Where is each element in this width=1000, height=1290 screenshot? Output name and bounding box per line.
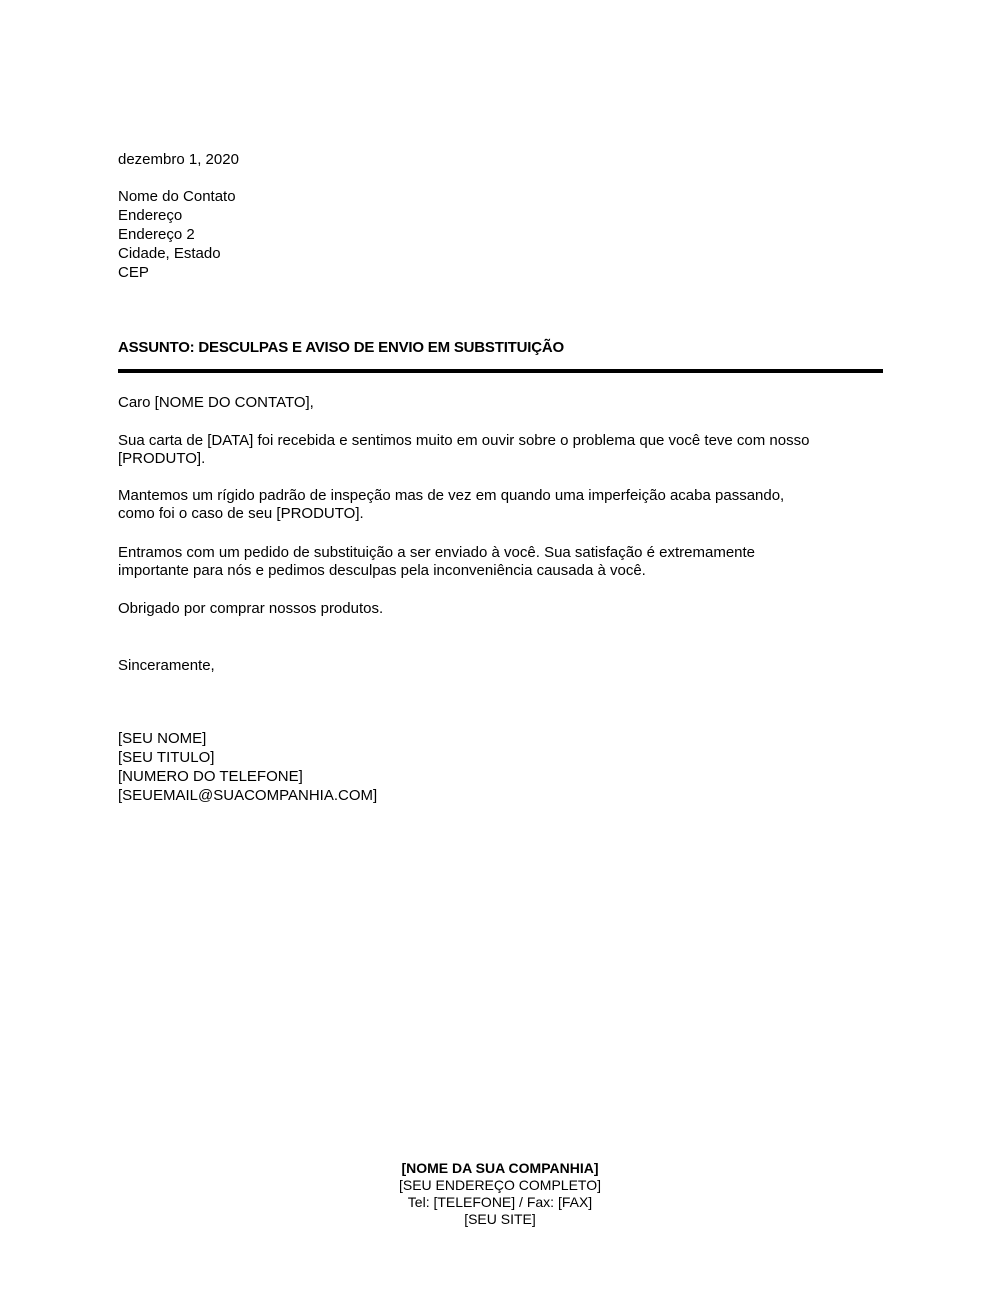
body-paragraph-2 <box>118 487 784 523</box>
company-footer <box>0 1160 1000 1228</box>
signature-block <box>118 729 377 805</box>
signature-email: [SEUEMAIL@SUACOMPANHIA.COM] <box>118 787 378 804</box>
body-paragraph-1 <box>118 432 809 468</box>
body-paragraph-4 <box>118 599 383 618</box>
recipient-name: Nome do Contato <box>118 188 236 205</box>
footer-site: [SEU SITE] <box>464 1211 536 1227</box>
signature-name: [SEU NOME] <box>118 730 207 747</box>
signature-phone: [NUMERO DO TELEFONE] <box>118 768 303 785</box>
signature-title: [SEU TITULO] <box>118 749 215 766</box>
recipient-address1: Endereço <box>118 207 183 224</box>
recipient-zip: CEP <box>118 264 149 281</box>
footer-tel-fax: Tel: [TELEFONE] / Fax: [FAX] <box>407 1194 593 1210</box>
recipient-block <box>118 187 236 282</box>
body-paragraph-3 <box>118 544 755 580</box>
body-paragraph-4-line-1: Obrigado por comprar nossos produtos. <box>118 600 384 617</box>
body-paragraph-3-line-2: importante para nós e pedimos desculpas pela inconveniência causada à você. <box>118 562 646 579</box>
subject-line: ASSUNTO: DESCULPAS E AVISO DE ENVIO EM SUBSTITUIÇÃO <box>118 339 564 356</box>
body-paragraph-1-line-2: [PRODUTO]. <box>118 450 206 467</box>
body-paragraph-2-line-1: Mantemos um rígido padrão de inspeção mas de vez em quando uma imperfeição acaba passando, <box>118 487 785 504</box>
recipient-address2: Endereço 2 <box>118 226 195 243</box>
body-paragraph-1-line-1: Sua carta de [DATA] foi recebida e sentimos muito em ouvir sobre o problema que você teve com nosso <box>118 432 810 449</box>
body-paragraph-2-line-2: como foi o caso de seu [PRODUTO]. <box>118 505 364 522</box>
recipient-city-state: Cidade, Estado <box>118 245 221 262</box>
body-paragraph-3-line-1: Entramos com um pedido de substituição a ser enviado à você. Sua satisfação é extremamente <box>118 544 756 561</box>
salutation: Caro [NOME DO CONTATO], <box>118 394 314 411</box>
subject-divider <box>118 369 883 373</box>
letter-date: dezembro 1, 2020 <box>118 151 239 168</box>
footer-company-name: [NOME DA SUA COMPANHIA] <box>401 1160 599 1176</box>
closing: Sinceramente, <box>118 657 215 674</box>
footer-company-address: [SEU ENDEREÇO COMPLETO] <box>398 1177 601 1193</box>
